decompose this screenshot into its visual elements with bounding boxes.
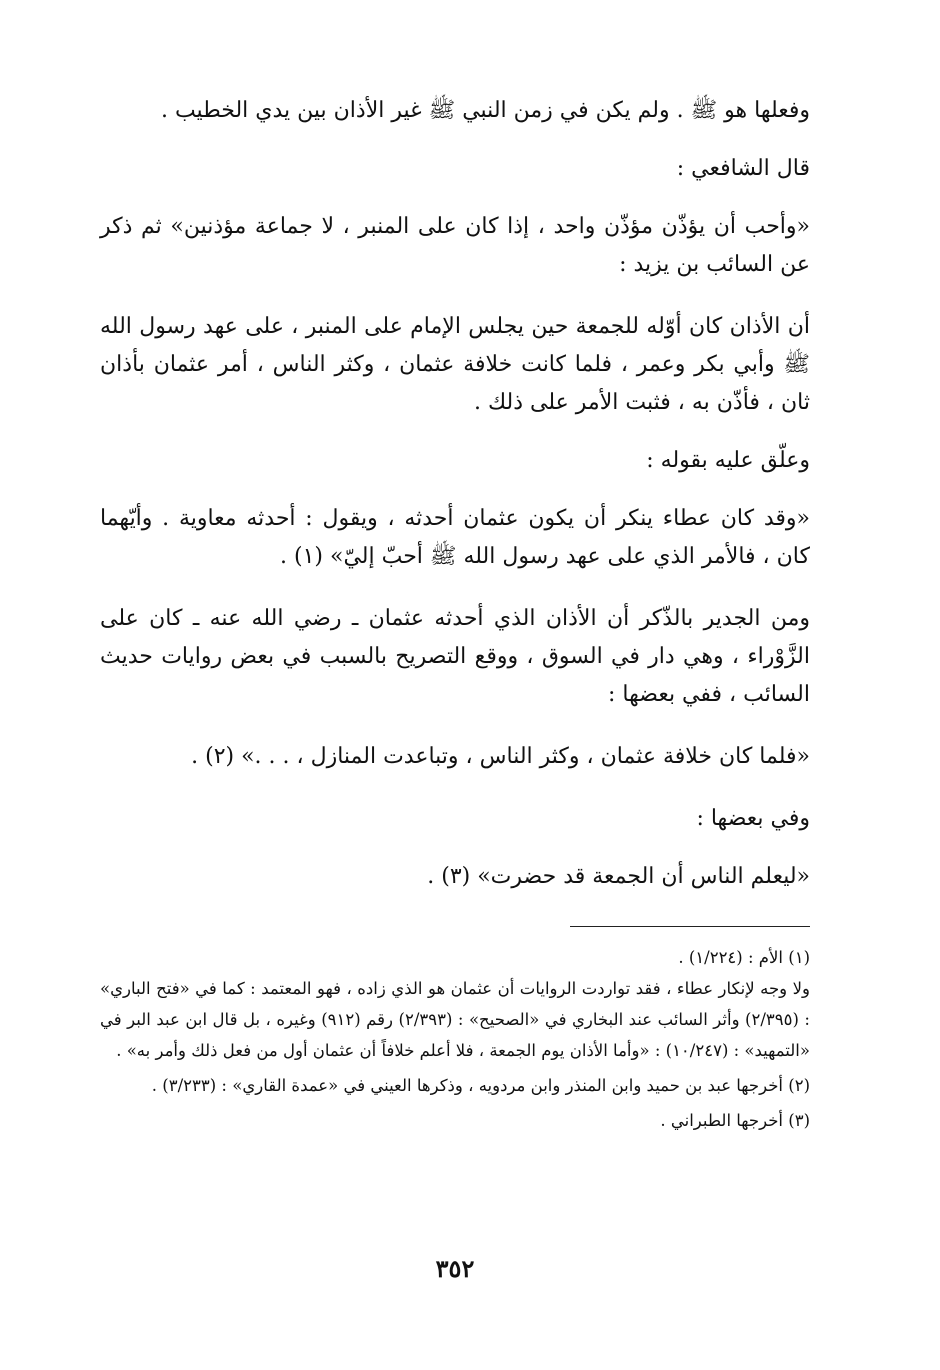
paragraph-1: وفعلها هو ﷺ . ولم يكن في زمن النبي ﷺ غير الأذان بين يدي الخطيب . [160,98,810,123]
paragraph-9: وفي بعضها : [696,806,810,831]
paragraph-4: أن الأذان كان أوّله للجمعة حين يجلس الإمام على المنبر ، على عهد رسول الله ﷺ وأبي بكر وعمر ، فلما كانت خلافة عثمان ، وكثر الناس ، أمر عثمان بأذان ثان ، فأذّن به ، فثبت الأمر على ذلك . [100,314,810,415]
paragraph-3: «وأحب أن يؤذّن مؤذّن واحد ، إذا كان على المنبر ، لا جماعة مؤذنين» ثم ذكر عن السائب بن يزيد : [100,214,810,277]
footnotes [100,942,810,1136]
footnote-divider [570,926,810,927]
footnote-2: (٢) أخرجها عبد بن حميد وابن المنذر وابن مردويه ، وذكرها العيني في «عمدة القاري» : (٣/٢٣٣) . [151,1076,810,1095]
footnote-1-continuation: ولا وجه لإنكار عطاء ، فقد تواردت الروايات أن عثمان هو الذي زاده ، فهو المعتمد : كما في «فتح الباري» : (٢/٣٩٥) وأثر السائب عند البخاري في «الصحيح» : (٢/٣٩٣) رقم (٩١٢) وغيره ، بل قال ابن عبد البر في «التمهيد» : (١٠/٢٤٧) : «وأما الأذان يوم الجمعة ، فلا أعلم خلافاً أن عثمان أول من فعل ذلك وأمر به» . [100,979,810,1060]
main-text [100,92,810,896]
footnote-3: (٣) أخرجها الطبراني . [660,1111,810,1130]
page-number: ٣٥٢ [435,1254,475,1283]
paragraph-2: قال الشافعي : [676,156,810,181]
page-body [100,92,810,1370]
paragraph-6: «وقد كان عطاء ينكر أن يكون عثمان أحدثه ، ويقول : أحدثه معاوية . وأيّهما كان ، فالأمر الذي على عهد رسول الله ﷺ أحبّ إليّ» (١) . [100,506,810,569]
paragraph-10: «ليعلم الناس أن الجمعة قد حضرت» (٣) . [427,864,810,889]
paragraph-8: «فلما كان خلافة عثمان ، وكثر الناس ، وتباعدت المنازل ، . . .» (٢) . [191,744,810,769]
paragraph-7: ومن الجدير بالذّكر أن الأذان الذي أحدثه عثمان ـ رضي الله عنه ـ كان على الزَّوْراء ، وهي دار في السوق ، ووقع التصريح بالسبب في بعض روايات حديث السائب ، ففي بعضها : [100,606,810,707]
paragraph-5: وعلّق عليه بقوله : [646,448,810,473]
footnote-1: (١) الأم : (١/٢٢٤) . [678,948,810,967]
